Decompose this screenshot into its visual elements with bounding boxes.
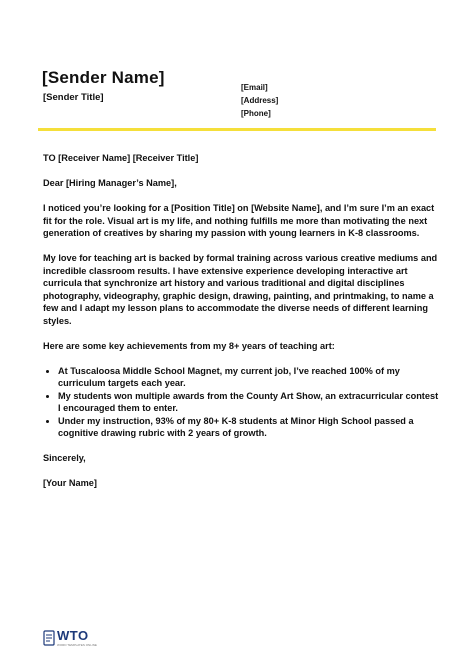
header-divider (38, 128, 436, 131)
sender-title: [Sender Title] (43, 92, 104, 103)
contact-block (241, 81, 278, 120)
achievement-item: • At Tuscaloosa Middle School Magnet, my current job, I’ve reached 100% of my curriculum targets each year. (58, 365, 443, 390)
logo-text: WTO (57, 628, 89, 643)
contact-address: [Address] (241, 96, 279, 105)
logo-subtext: WORD TEMPLATES ONLINE (57, 643, 97, 647)
closing: Sincerely, (43, 453, 86, 463)
achievement-item: • My students won multiple awards from the County Art Show, an extracurricular contest I encouraged them to enter. (58, 390, 443, 415)
wto-logo[interactable] (43, 628, 103, 650)
paragraph-intro: I noticed you’re looking for a [Position Title] on [Website Name], and I’m sure I’m an exact fit for the role. Visual art is my life, and nothing fulfills me more than motivating the next generation of creatives by sharing my passion with young learners in K-8 classrooms. (43, 203, 435, 238)
recipient-line: TO [Receiver Name] [Receiver Title] (43, 153, 199, 163)
contact-email: [Email] (241, 83, 268, 92)
achievements-list (43, 365, 443, 440)
paragraph-achievements-intro: Here are some key achievements from my 8+ years of teaching art: (43, 340, 335, 351)
letter-body (43, 152, 443, 502)
signature: [Your Name] (43, 478, 97, 488)
contact-phone: [Phone] (241, 109, 271, 118)
achievement-item: • Under my instruction, 93% of my 80+ K-8 students at Minor High School passed a cognitive drawing rubric with 2 years of growth. (58, 415, 443, 440)
sender-name: [Sender Name] (42, 68, 165, 87)
document-icon (43, 630, 55, 646)
paragraph-experience: My love for teaching art is backed by formal training across various creative mediums and incredible classroom results. I have extensive experience developing interactive art curricula that synchronize art history and various traditional and digital disciplines photography, videography, graphic design, drawing, painting, and printmaking, to name a few and I adapt my lesson plans to accommodate the diverse needs of different learning styles. (43, 253, 438, 326)
salutation: Dear [Hiring Manager’s Name], (43, 178, 177, 188)
